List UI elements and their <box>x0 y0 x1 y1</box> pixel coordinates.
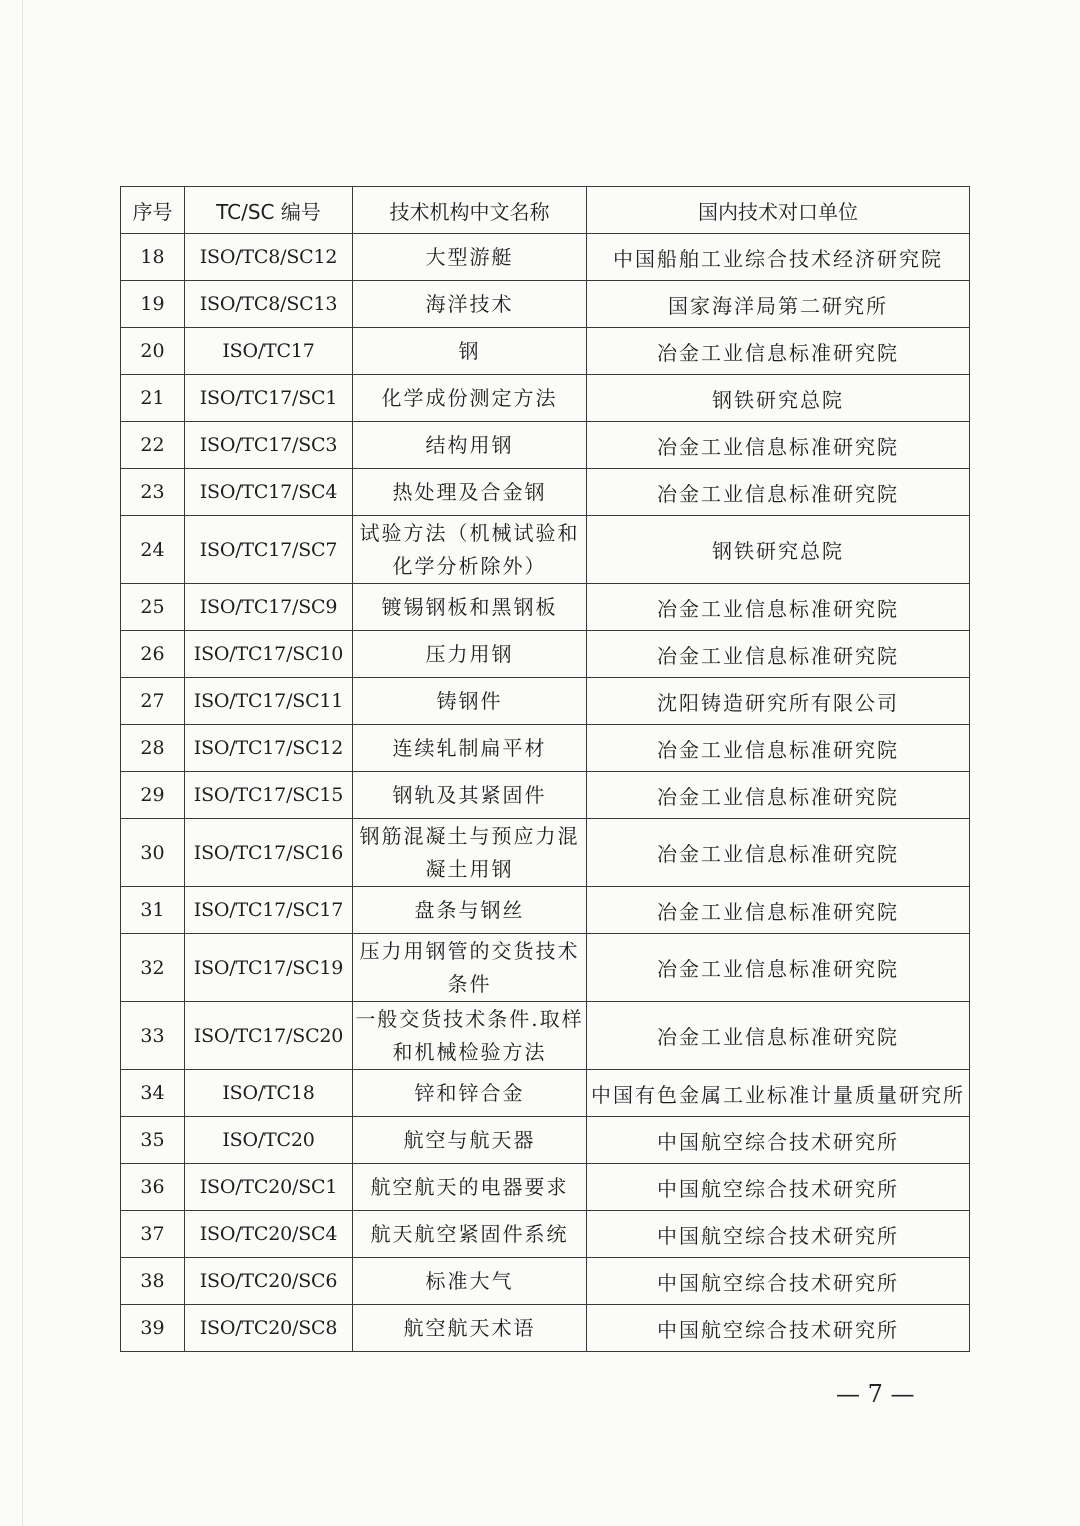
row-name: 连续轧制扁平材 <box>353 725 587 772</box>
standards-table <box>120 186 970 1352</box>
row-index: 33 <box>121 1002 185 1070</box>
row-code: ISO/TC8/SC12 <box>185 234 353 281</box>
table-row <box>121 725 970 772</box>
row-index: 23 <box>121 469 185 516</box>
row-unit: 中国航空综合技术研究所 <box>587 1117 970 1164</box>
row-name: 航空航天的电器要求 <box>353 1164 587 1211</box>
row-code: ISO/TC17/SC19 <box>185 934 353 1002</box>
row-code: ISO/TC8/SC13 <box>185 281 353 328</box>
row-name: 钢 <box>353 328 587 375</box>
table-row <box>121 328 970 375</box>
table-row <box>121 772 970 819</box>
table-row <box>121 1258 970 1305</box>
row-index: 25 <box>121 584 185 631</box>
row-code: ISO/TC17/SC1 <box>185 375 353 422</box>
page-number: — 7 — <box>836 1380 915 1408</box>
row-index: 37 <box>121 1211 185 1258</box>
table-header-row <box>121 187 970 234</box>
row-index: 36 <box>121 1164 185 1211</box>
row-index: 21 <box>121 375 185 422</box>
row-unit: 中国航空综合技术研究所 <box>587 1258 970 1305</box>
row-unit: 冶金工业信息标准研究院 <box>587 584 970 631</box>
row-name: 盘条与钢丝 <box>353 887 587 934</box>
table-row <box>121 1211 970 1258</box>
table-row <box>121 584 970 631</box>
row-code: ISO/TC17/SC16 <box>185 819 353 887</box>
row-name: 标准大气 <box>353 1258 587 1305</box>
row-name: 铸钢件 <box>353 678 587 725</box>
header-code: TC/SC 编号 <box>185 187 353 234</box>
row-code: ISO/TC20/SC8 <box>185 1305 353 1352</box>
row-code: ISO/TC17/SC4 <box>185 469 353 516</box>
row-name: 航天航空紧固件系统 <box>353 1211 587 1258</box>
table-row <box>121 934 970 1002</box>
row-unit: 冶金工业信息标准研究院 <box>587 725 970 772</box>
table-row <box>121 281 970 328</box>
row-name: 试验方法（机械试验和化学分析除外） <box>353 516 587 584</box>
row-unit: 冶金工业信息标准研究院 <box>587 887 970 934</box>
row-unit: 沈阳铸造研究所有限公司 <box>587 678 970 725</box>
row-index: 27 <box>121 678 185 725</box>
row-unit: 冶金工业信息标准研究院 <box>587 422 970 469</box>
row-index: 22 <box>121 422 185 469</box>
row-name: 大型游艇 <box>353 234 587 281</box>
row-code: ISO/TC17/SC10 <box>185 631 353 678</box>
row-index: 20 <box>121 328 185 375</box>
row-name: 结构用钢 <box>353 422 587 469</box>
row-index: 35 <box>121 1117 185 1164</box>
row-unit: 冶金工业信息标准研究院 <box>587 934 970 1002</box>
row-name: 钢筋混凝土与预应力混凝土用钢 <box>353 819 587 887</box>
row-code: ISO/TC17/SC17 <box>185 887 353 934</box>
row-code: ISO/TC17/SC7 <box>185 516 353 584</box>
row-index: 31 <box>121 887 185 934</box>
row-unit: 冶金工业信息标准研究院 <box>587 328 970 375</box>
row-unit: 国家海洋局第二研究所 <box>587 281 970 328</box>
row-unit: 冶金工业信息标准研究院 <box>587 469 970 516</box>
row-index: 38 <box>121 1258 185 1305</box>
row-index: 26 <box>121 631 185 678</box>
table-row <box>121 887 970 934</box>
row-code: ISO/TC17/SC20 <box>185 1002 353 1070</box>
row-name: 钢轨及其紧固件 <box>353 772 587 819</box>
row-code: ISO/TC17/SC12 <box>185 725 353 772</box>
row-code: ISO/TC17/SC3 <box>185 422 353 469</box>
row-name: 航空与航天器 <box>353 1117 587 1164</box>
table-row <box>121 1117 970 1164</box>
row-index: 24 <box>121 516 185 584</box>
row-code: ISO/TC20/SC6 <box>185 1258 353 1305</box>
header-name: 技术机构中文名称 <box>353 187 587 234</box>
row-name: 热处理及合金钢 <box>353 469 587 516</box>
row-unit: 中国航空综合技术研究所 <box>587 1305 970 1352</box>
row-code: ISO/TC20/SC1 <box>185 1164 353 1211</box>
row-name: 锌和锌合金 <box>353 1070 587 1117</box>
row-name: 镀锡钢板和黑钢板 <box>353 584 587 631</box>
row-index: 39 <box>121 1305 185 1352</box>
row-unit: 中国航空综合技术研究所 <box>587 1164 970 1211</box>
table-row <box>121 678 970 725</box>
row-name: 压力用钢管的交货技术条件 <box>353 934 587 1002</box>
row-code: ISO/TC17/SC11 <box>185 678 353 725</box>
row-index: 30 <box>121 819 185 887</box>
header-unit: 国内技术对口单位 <box>587 187 970 234</box>
row-unit: 冶金工业信息标准研究院 <box>587 631 970 678</box>
table-row <box>121 469 970 516</box>
row-name: 压力用钢 <box>353 631 587 678</box>
row-index: 32 <box>121 934 185 1002</box>
row-index: 28 <box>121 725 185 772</box>
row-index: 18 <box>121 234 185 281</box>
row-unit: 钢铁研究总院 <box>587 516 970 584</box>
row-code: ISO/TC20 <box>185 1117 353 1164</box>
row-unit: 钢铁研究总院 <box>587 375 970 422</box>
row-index: 19 <box>121 281 185 328</box>
table-row <box>121 1070 970 1117</box>
row-name: 一般交货技术条件.取样和机械检验方法 <box>353 1002 587 1070</box>
row-code: ISO/TC20/SC4 <box>185 1211 353 1258</box>
row-unit: 中国航空综合技术研究所 <box>587 1211 970 1258</box>
row-unit: 冶金工业信息标准研究院 <box>587 1002 970 1070</box>
row-unit: 冶金工业信息标准研究院 <box>587 772 970 819</box>
row-code: ISO/TC17/SC15 <box>185 772 353 819</box>
table-row <box>121 516 970 584</box>
row-unit: 中国船舶工业综合技术经济研究院 <box>587 234 970 281</box>
row-code: ISO/TC18 <box>185 1070 353 1117</box>
row-name: 航空航天术语 <box>353 1305 587 1352</box>
table-row <box>121 819 970 887</box>
table-row <box>121 1305 970 1352</box>
row-code: ISO/TC17 <box>185 328 353 375</box>
row-name: 化学成份测定方法 <box>353 375 587 422</box>
table-row <box>121 422 970 469</box>
row-code: ISO/TC17/SC9 <box>185 584 353 631</box>
table-row <box>121 375 970 422</box>
table-row <box>121 1164 970 1211</box>
table-row <box>121 234 970 281</box>
row-name: 海洋技术 <box>353 281 587 328</box>
row-unit: 中国有色金属工业标准计量质量研究所 <box>587 1070 970 1117</box>
row-unit: 冶金工业信息标准研究院 <box>587 819 970 887</box>
header-index: 序号 <box>121 187 185 234</box>
table-row <box>121 1002 970 1070</box>
row-index: 29 <box>121 772 185 819</box>
row-index: 34 <box>121 1070 185 1117</box>
page-edge-line <box>22 0 23 1526</box>
table-row <box>121 631 970 678</box>
